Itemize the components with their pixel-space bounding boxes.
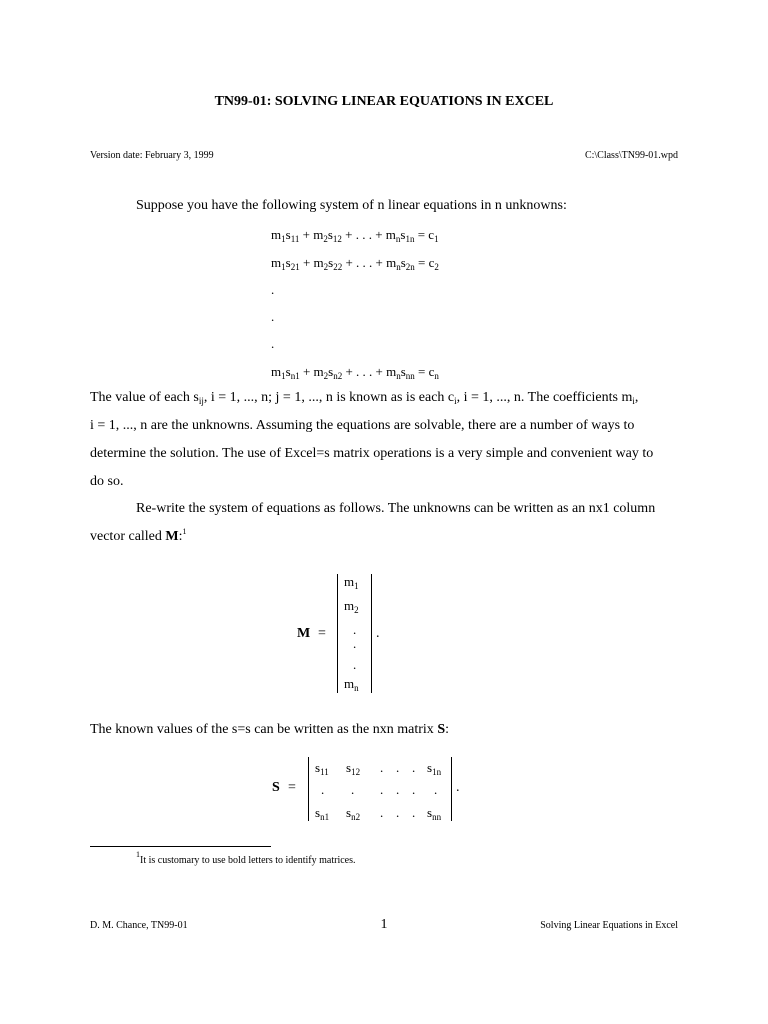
matrix-cell: . (434, 782, 438, 797)
matrix-cell: . (380, 760, 384, 775)
paragraph-line: i = 1, ..., n are the unknowns. Assuming the equations are solvable, there are a number of ways to (90, 418, 635, 433)
matrix-cell: $s_{12}$ (346, 760, 361, 777)
matrix-cell: $s_{n2}$ (346, 805, 361, 822)
matrix-cell: $m_1$ (344, 574, 359, 591)
equation-1: $m_1s_{11} + m_2s_{12}$ + . . . + $m_ns_{1n} = c_1$ (271, 227, 439, 244)
paragraph-line: vector called M:$^1$ (90, 527, 187, 544)
matrix-bracket (451, 757, 452, 821)
version-date: Version date: February 3, 1999 (90, 150, 214, 161)
page-title: TN99-01: SOLVING LINEAR EQUATIONS IN EXCEL (214, 94, 554, 109)
matrix-m-label: M (297, 626, 311, 641)
matrix-bracket (308, 757, 309, 821)
matrix-cell: . (380, 782, 384, 797)
paragraph-line: do so. (90, 474, 124, 489)
equation-n: $m_1s_{n1} + m_2s_{n2}$ + . . . + $m_ns_{nn} = c_n$ (271, 364, 439, 381)
equals-sign: = (318, 626, 326, 641)
matrix-bracket (337, 574, 338, 693)
page-number: 1 (380, 917, 388, 932)
paragraph-line: determine the solution. The use of Excel=s matrix operations is a very simple and convenient way to (90, 446, 654, 461)
matrix-cell: . (380, 805, 384, 820)
footnote-rule (90, 846, 271, 847)
matrix-cell: $m_n$ (344, 676, 359, 693)
paragraph-line: The value of each $s_{ij}$, i = 1, ..., n; j = 1, ..., n is known as is each $c_i$, i = 1, ..., n. The coefficients $m_i$, (90, 390, 639, 406)
matrix-cell: . (353, 622, 357, 637)
footer-left: D. M. Chance, TN99-01 (90, 920, 188, 931)
matrix-cell: $s_{1n}$ (427, 760, 442, 777)
matrix-cell: . (321, 782, 325, 797)
matrix-cell: . (396, 805, 400, 820)
matrix-cell: . (396, 760, 400, 775)
ellipsis-dot: . (271, 309, 275, 324)
matrix-cell: $s_{11}$ (315, 760, 329, 777)
matrix-s-label: S (272, 780, 280, 795)
file-path: C:\Class\TN99-01.wpd (584, 150, 678, 161)
equation-2: $m_1s_{21} + m_2s_{22}$ + . . . + $m_ns_{2n} = c_2$ (271, 255, 439, 272)
matrix-cell: . (351, 782, 355, 797)
paragraph-line: The known values of the s=s can be written as the nxn matrix S: (90, 722, 449, 737)
paragraph-line: Re-write the system of equations as follows. The unknowns can be written as an nx1 column (136, 501, 656, 516)
matrix-cell: . (353, 636, 357, 651)
footer-right: Solving Linear Equations in Excel (540, 920, 678, 931)
matrix-cell: $s_{nn}$ (427, 805, 442, 822)
ellipsis-dot: . (271, 336, 275, 351)
matrix-cell: $m_2$ (344, 598, 359, 615)
matrix-cell: . (396, 782, 400, 797)
matrix-period: . (456, 780, 460, 795)
matrix-cell: . (412, 760, 416, 775)
intro-text: Suppose you have the following system of n linear equations in n unknowns: (136, 198, 567, 213)
matrix-cell: . (412, 805, 416, 820)
matrix-cell: . (412, 782, 416, 797)
matrix-cell: . (353, 657, 357, 672)
matrix-cell: $s_{n1}$ (315, 805, 330, 822)
equals-sign: = (288, 780, 296, 795)
matrix-bracket (371, 574, 372, 693)
ellipsis-dot: . (271, 282, 275, 297)
matrix-period: . (376, 626, 380, 641)
footnote: $^1$It is customary to use bold letters to identify matrices. (136, 850, 356, 866)
